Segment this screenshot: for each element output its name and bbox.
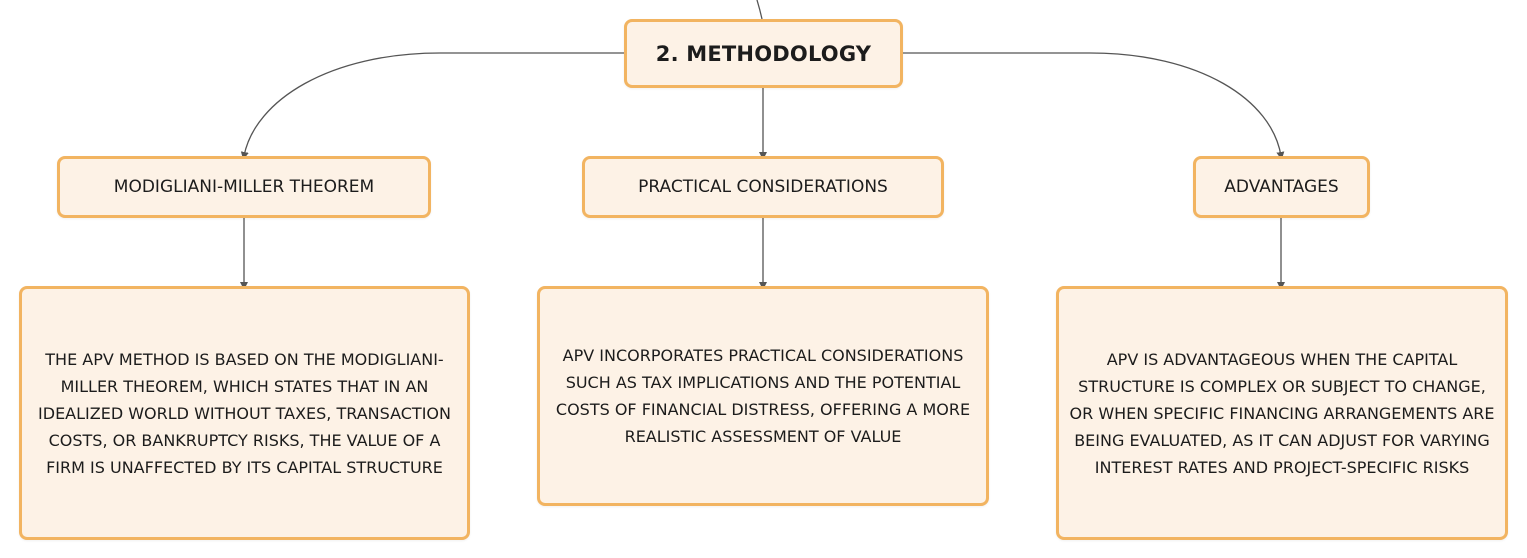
detail-node-text: APV IS ADVANTAGEOUS WHEN THE CAPITAL STRUCTURE IS COMPLEX OR SUBJECT TO CHANGE, OR WHEN SPECIFIC FINANCING ARRANGEMENTS ARE BEING EVALUATED, AS IT CAN ADJUST FOR VARYING INTEREST RATES AND PROJECT-SPECIFIC RISKS: [1069, 349, 1495, 477]
detail-node-practical-considerations[interactable]: [537, 286, 989, 506]
branch-node-advantages[interactable]: [1193, 156, 1370, 218]
root-node-methodology[interactable]: [624, 19, 903, 88]
detail-node-advantages[interactable]: [1056, 286, 1508, 540]
connector-root-to-advantages: [903, 53, 1281, 156]
root-node-label: 2. METHODOLOGY: [655, 41, 872, 66]
branch-node-label: PRACTICAL CONSIDERATIONS: [638, 177, 888, 197]
detail-node-modigliani-miller-theorem[interactable]: [19, 286, 470, 540]
connector-root-to-modigliani-miller: [244, 53, 624, 156]
branch-node-practical-considerations[interactable]: [582, 156, 944, 218]
detail-node-text: APV INCORPORATES PRACTICAL CONSIDERATIONS SUCH AS TAX IMPLICATIONS AND THE POTENTIAL COSTS OF FINANCIAL DISTRESS, OFFERING A MORE REALISTIC ASSESSMENT OF VALUE: [555, 346, 971, 446]
branch-node-modigliani-miller-theorem[interactable]: [57, 156, 431, 218]
detail-node-text: THE APV METHOD IS BASED ON THE MODIGLIANI-MILLER THEOREM, WHICH STATES THAT IN AN IDEALIZED WORLD WITHOUT TAXES, TRANSACTION COSTS, OR BANKRUPTCY RISKS, THE VALUE OF A FIRM IS UNAFFECTED BY ITS CAPITAL STRUCTURE: [38, 349, 451, 477]
branch-node-label: ADVANTAGES: [1224, 177, 1339, 197]
branch-node-label: MODIGLIANI-MILLER THEOREM: [113, 177, 375, 197]
incoming-connector: [757, 0, 762, 19]
